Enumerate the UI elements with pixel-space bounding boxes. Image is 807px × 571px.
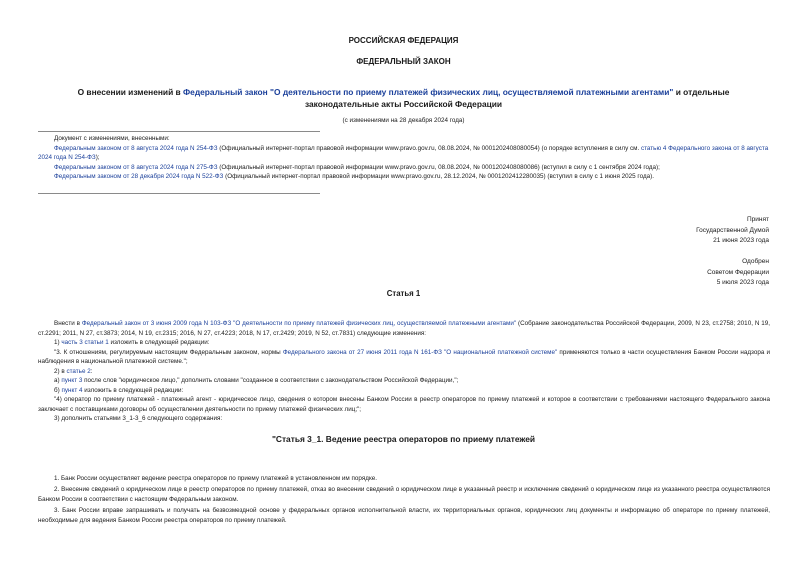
council-date: 5 июля 2023 года xyxy=(716,279,769,286)
point-3-link[interactable]: пункт 3 xyxy=(61,377,83,384)
duma-date: 21 июня 2023 года xyxy=(713,237,769,244)
title-law-link[interactable]: Федеральный закон "О деятельности по приему платежей физических лиц, осуществляемой платежными агентами" xyxy=(183,87,674,97)
council-body: Советом Федерации xyxy=(707,268,769,276)
amendment-2 xyxy=(38,367,770,377)
country-heading: РОССИЙСКАЯ ФЕДЕРАЦИЯ xyxy=(348,36,459,45)
title-prefix: О внесении изменений в xyxy=(77,87,184,97)
point-4-link[interactable]: пункт 4 xyxy=(61,386,83,394)
law-161-link[interactable]: Федерального закона от 27 июня 2011 года N 161-ФЗ "О национальной платежной системе" xyxy=(282,348,558,356)
article-3-1-body xyxy=(38,474,770,527)
changes-heading: Документ с изменениями, внесенными: xyxy=(54,135,170,142)
revision-note: (с изменениями на 28 декабря 2024 года) xyxy=(342,117,465,124)
duma-body: Государственной Думой xyxy=(696,226,769,234)
article-1-intro xyxy=(38,319,770,338)
changes-block xyxy=(38,134,770,182)
change-item-1 xyxy=(38,144,770,163)
amendment-1 xyxy=(38,338,770,348)
article-3-1-item-2: 2. Внесение сведений о юридическом лице в реестр операторов по приему платежей, отказ во внесении сведений о юридическом лице в указанный реестр и исключение сведений о юридическом лице из указанного реестра осуществляются Банком России в соответствии с настоящим Федеральным законом. xyxy=(38,485,770,503)
quote-1-a: "3. К отношениям, регулируемым настоящим Федеральным законом, нормы xyxy=(54,348,283,356)
article-3-1-item-1: 1. Банк России осуществляет ведение реестра операторов по приему платежей в установленном им порядке. xyxy=(54,475,378,482)
change-item-3 xyxy=(38,172,770,182)
change-1-law-link[interactable]: Федерального закона от 8 августа 2024 года N 254-ФЗ xyxy=(38,144,769,161)
part-3-article-1-link[interactable]: часть 3 статьи 1 xyxy=(61,339,109,346)
amendment-2a-text: после слов "юридическое лицо," дополнить словами "созданное в соответствии с законодательством Российской Федерации,"; xyxy=(82,377,459,384)
amendment-1-quote xyxy=(38,348,770,367)
intro-a: Внести в xyxy=(54,320,82,327)
change-1-article-link[interactable]: статью 4 xyxy=(640,144,667,152)
changes-bottom-rule xyxy=(38,193,320,194)
article-3-1-heading: "Статья 3_1. Ведение реестра операторов по приему платежей xyxy=(271,434,536,444)
amendment-2b-num: б) xyxy=(54,386,62,394)
article-3-1-item-3: 3. Банк России вправе запрашивать и получать на безвозмездной основе у федеральных органов исполнительной власти, их территориальных органов, юридических лиц документы и информацию об операторе по приему платежей, необходимые для ведения Банком России реестра операторов по приему платежей. xyxy=(38,506,770,524)
amendment-2-num: 2) в xyxy=(54,367,67,375)
council-approval xyxy=(707,257,769,289)
change-2-link[interactable]: Федеральным законом от 8 августа 2024 года N 275-ФЗ xyxy=(54,163,218,171)
quote-1-b: применяются только в части осуществления Банком России надзора и наблюдения в национальной платежной системе."; xyxy=(38,348,770,365)
law-103-link[interactable]: Федеральный закон от 3 июня 2009 года N 103-ФЗ "О деятельности по приему платежей физических лиц, осуществляемой платежными агентами" xyxy=(81,320,517,327)
amendment-1-text: изложить в следующей редакции: xyxy=(108,339,210,346)
amendment-2a xyxy=(38,376,770,386)
change-1-link[interactable]: Федеральным законом от 8 августа 2024 года N 254-ФЗ xyxy=(54,144,218,152)
amendment-2-text: : xyxy=(90,367,93,375)
change-1-text: (Официальный интернет-портал правовой информации www.pravo.gov.ru, 08.08.2024, № 0001202408080054) (о порядке вступления в силу см. xyxy=(217,144,641,152)
document-title xyxy=(0,86,807,110)
title-line2: законодательные акты Российской Федерации xyxy=(304,99,503,109)
article-1-heading: Статья 1 xyxy=(386,289,421,298)
change-1-tail: ); xyxy=(95,154,100,161)
article-2-link[interactable]: статье 2 xyxy=(66,367,91,375)
duma-adoption xyxy=(696,215,769,247)
amendment-2b-quote: "4) оператор по приему платежей - платежный агент - юридическое лицо, сведения о котором внесены Банком России в реестр операторов по приему платежей и которое в соответствии с требованиями настоящего Федерального закона заключает с поставщиками договоры об осуществлении деятельности по приему платежей физических лиц;"; xyxy=(38,396,770,413)
intro-b: (Собрание законодательства Российской Федерации, 2009, N 23, ст.2758; 2010, N 19, ст.2291; 2011, N 27, ст.3873; 2014, N 19, ст.2315; 2016, N 27, ст.4223; 2018, N 17, ст.2429; 2019, N 52, ст.7831) следующие изменения: xyxy=(38,320,771,337)
change-2-text: (Официальный интернет-портал правовой информации www.pravo.gov.ru, 08.08.2024, № 0001202408080086) (вступил в силу с 1 сентября 2024 года); xyxy=(217,163,660,171)
changes-top-rule xyxy=(38,131,320,132)
duma-status: Принят xyxy=(746,216,769,223)
amendment-1-num: 1) xyxy=(54,339,62,346)
title-suffix: и отдельные xyxy=(673,87,730,97)
council-status: Одобрен xyxy=(742,258,769,265)
amendment-2a-num: а) xyxy=(54,377,62,384)
article-1-body xyxy=(38,319,770,424)
change-3-link[interactable]: Федеральным законом от 28 декабря 2024 года N 522-ФЗ xyxy=(54,173,224,180)
amendment-2b-text: изложить в следующей редакции: xyxy=(82,386,184,394)
amendment-3: 3) дополнить статьями 3_1-3_6 следующего содержания: xyxy=(54,415,223,422)
change-3-text: (Официальный интернет-портал правовой информации www.pravo.gov.ru, 28.12.2024, № 0001202412280035) (вступил в силу с 1 июня 2025 года). xyxy=(223,173,654,180)
doc-type-heading: ФЕДЕРАЛЬНЫЙ ЗАКОН xyxy=(356,57,451,66)
change-item-2 xyxy=(38,163,770,173)
amendment-2b xyxy=(38,386,770,396)
